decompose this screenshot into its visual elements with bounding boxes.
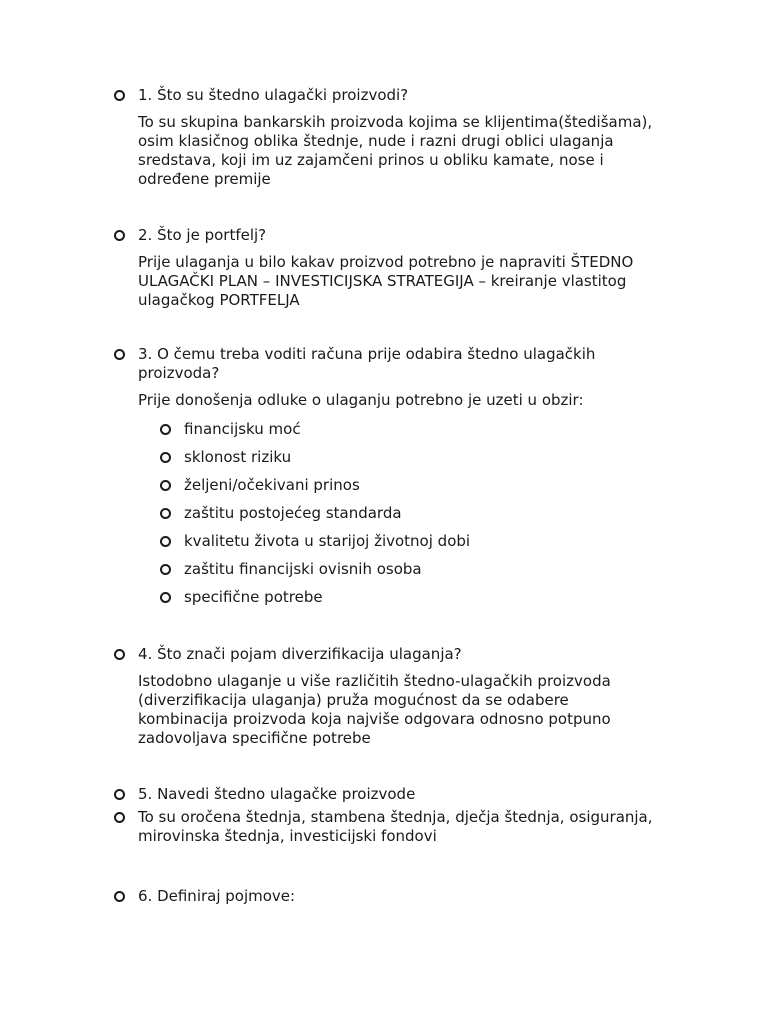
answer-3: Prije donošenja odluke o ulaganju potrebno je uzeti u obzir: [138, 391, 584, 409]
question-3-row [114, 345, 694, 383]
answer-5-line: To su oročena štednja, stambena štednja, dječja štednja, osiguranja, [138, 808, 653, 826]
list-item [160, 588, 660, 616]
circle-bullet-icon [160, 452, 171, 463]
circle-bullet-icon [114, 349, 125, 360]
answer-4-line: (diverzifikacija ulaganja) pruža mogućnost da se odabere [138, 691, 569, 709]
list-item-text: željeni/očekivani prinos [184, 476, 360, 494]
circle-bullet-icon [160, 536, 171, 547]
answer-4 [114, 672, 694, 748]
list-item [160, 532, 660, 560]
question-6 [114, 887, 694, 906]
list-item [160, 476, 660, 504]
question-5-text: 5. Navedi štedno ulagačke proizvode [138, 785, 416, 803]
list-item [160, 420, 660, 448]
list-item [160, 504, 660, 532]
question-6-text: 6. Definiraj pojmove: [138, 887, 296, 905]
circle-bullet-icon [114, 230, 125, 241]
question-4 [114, 645, 694, 748]
answer-1-line: osim klasičnog oblika štednje, nude i razni drugi oblici ulaganja [138, 132, 614, 150]
list-item-text: zaštitu financijski ovisnih osoba [184, 560, 422, 578]
answer-4-line: Istodobno ulaganje u više različitih štedno-ulagačkih proizvoda [138, 672, 611, 690]
answer-2-line: ulagačkog PORTFELJA [138, 291, 300, 309]
list-item-text: sklonost riziku [184, 448, 292, 466]
circle-bullet-icon [160, 592, 171, 603]
question-2-row [114, 226, 694, 245]
question-2-text: 2. Što je portfelj? [138, 226, 267, 244]
question-4-row [114, 645, 694, 664]
list-item [160, 448, 660, 476]
list-item-text: specifične potrebe [184, 588, 323, 606]
circle-bullet-icon [114, 90, 125, 101]
question-6-row [114, 887, 694, 906]
circle-bullet-icon [160, 480, 171, 491]
question-3-line: 3. O čemu treba voditi računa prije odabira štedno ulagačkih [138, 345, 596, 363]
answer-1-line: sredstava, koji im uz zajamčeni prinos u obliku kamate, nose i [138, 151, 604, 169]
answer-5-row [114, 808, 694, 846]
question-4-text: 4. Što znači pojam diverzifikacija ulaganja? [138, 645, 462, 663]
answer-1-line: To su skupina bankarskih proizvoda kojima se klijentima(štedišama), [138, 113, 653, 131]
circle-bullet-icon [114, 891, 125, 902]
question-1-row [114, 86, 694, 105]
question-3 [114, 345, 694, 410]
question-3-line: proizvoda? [138, 364, 220, 382]
list-item [160, 560, 660, 588]
answer-1 [114, 113, 694, 189]
answer-4-line: kombinacija proizvoda koja najviše odgovara odnosno potpuno [138, 710, 611, 728]
circle-bullet-icon [160, 424, 171, 435]
circle-bullet-icon [114, 789, 125, 800]
question-2 [114, 226, 694, 310]
answer-2-line: Prije ulaganja u bilo kakav proizvod potrebno je napraviti ŠTEDNO [138, 253, 634, 271]
factors-list [160, 420, 660, 616]
answer-4-line: zadovoljava specifične potrebe [138, 729, 371, 747]
circle-bullet-icon [114, 812, 125, 823]
list-item-text: financijsku moć [184, 420, 301, 438]
question-1-text: 1. Što su štedno ulagački proizvodi? [138, 86, 409, 104]
question-5-row [114, 785, 694, 804]
answer-2 [114, 253, 694, 310]
question-5 [114, 785, 694, 846]
circle-bullet-icon [114, 649, 125, 660]
circle-bullet-icon [160, 508, 171, 519]
list-item-text: kvalitetu života u starijoj životnoj dobi [184, 532, 471, 550]
circle-bullet-icon [160, 564, 171, 575]
answer-5-line: mirovinska štednja, investicijski fondovi [138, 827, 437, 845]
answer-1-line: određene premije [138, 170, 271, 188]
answer-2-line: ULAGAČKI PLAN – INVESTICIJSKA STRATEGIJA – kreiranje vlastitog [138, 272, 627, 290]
list-item-text: zaštitu postojećeg standarda [184, 504, 402, 522]
question-1 [114, 86, 694, 189]
